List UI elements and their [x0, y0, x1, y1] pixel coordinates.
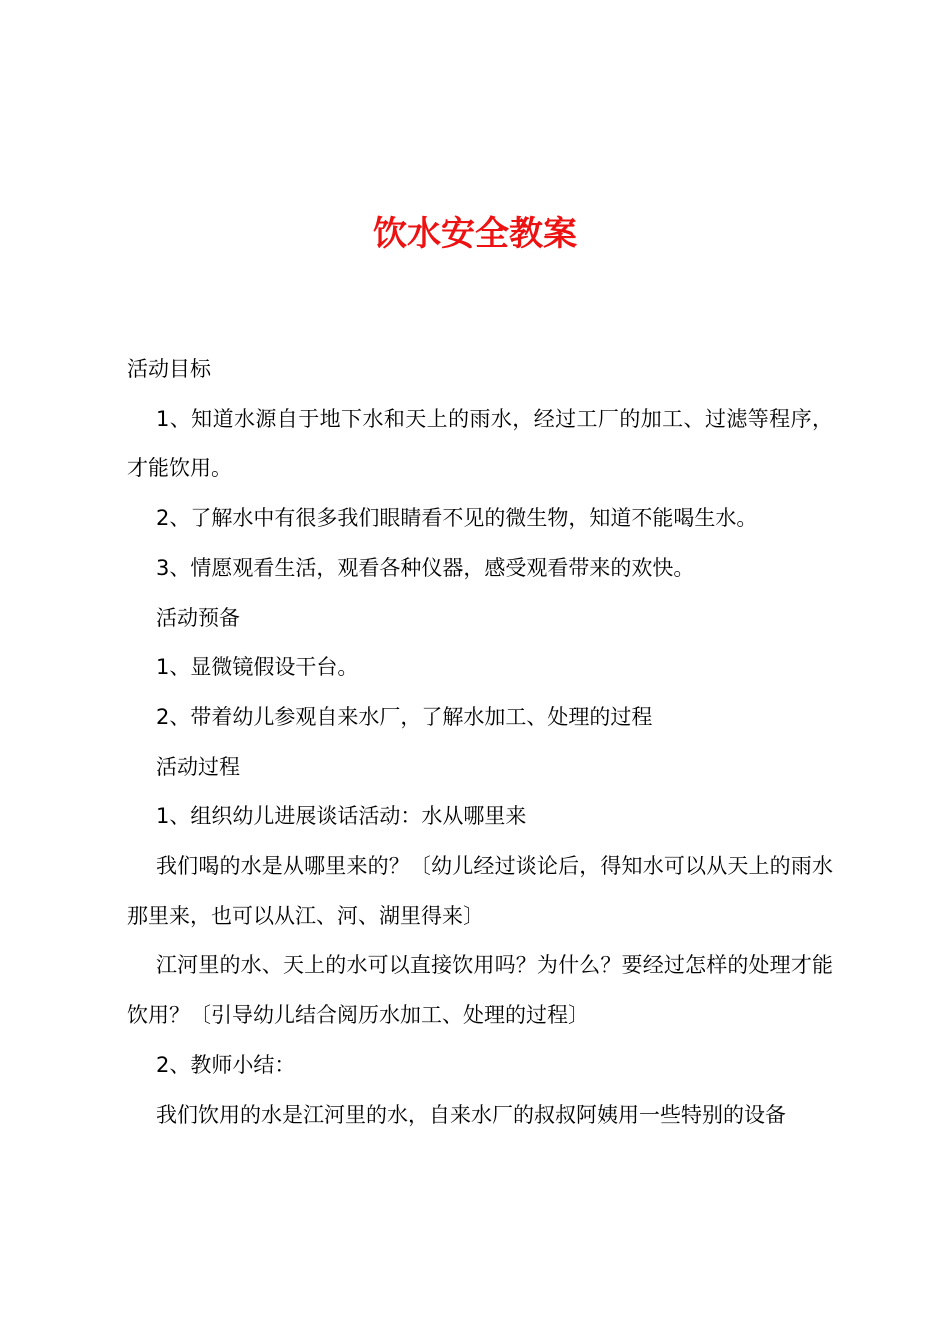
- document-title: 饮水安全教案: [373, 214, 577, 254]
- paragraph-summary-text: 我们饮用的水是江河里的水，自来水厂的叔叔阿姨用一些特别的设备: [156, 1102, 786, 1127]
- paragraph-teacher-summary: 2、教师小结：: [156, 1052, 296, 1077]
- paragraph-process-question-1: 我们喝的水是从哪里来的？〔幼儿经过谈论后，得知水可以从天上的雨水那里来，也可以从江、河、湖里得来〕: [127, 854, 833, 928]
- paragraph-activity-goals-heading: 活动目标: [127, 357, 211, 381]
- paragraph-preparation-1: 1、显微镜假设干台。: [156, 655, 359, 680]
- paragraph-process-heading: 活动过程: [156, 754, 240, 779]
- paragraph-goal-1: 1、知道水源自于地下水和天上的雨水，经过工厂的加工、过滤等程序，才能饮用。: [127, 406, 833, 481]
- paragraph-goal-3: 3、情愿观看生活，观看各种仪器，感受观看带来的欢快。: [156, 555, 695, 580]
- paragraph-process-question-2: 江河里的水、天上的水可以直接饮用吗？为什么？要经过怎样的处理才能饮用？〔引导幼儿结合阅历水加工、处理的过程〕: [127, 953, 833, 1028]
- paragraph-preparation-heading: 活动预备: [156, 605, 240, 630]
- paragraph-process-1: 1、组织幼儿进展谈话活动：水从哪里来: [156, 804, 527, 829]
- document-body: [127, 345, 833, 1140]
- paragraph-preparation-2: 2、带着幼儿参观自来水厂，了解水加工、处理的过程: [156, 704, 653, 729]
- paragraph-goal-2: 2、了解水中有很多我们眼睛看不见的微生物，知道不能喝生水。: [156, 506, 758, 531]
